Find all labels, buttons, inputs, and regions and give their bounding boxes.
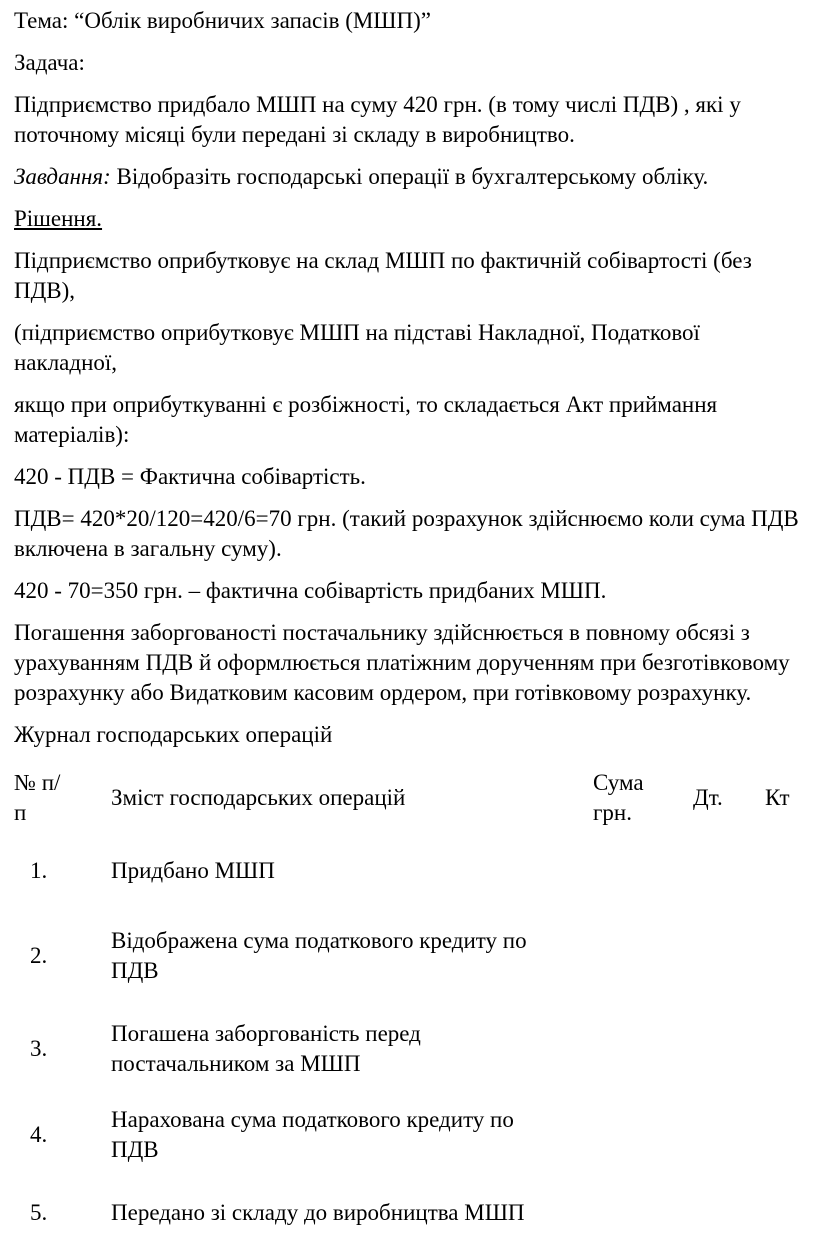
assignment-text: Відобразіть господарські операції в бухгалтерському обліку. xyxy=(110,164,709,189)
row-content: Нарахована сума податкового кредиту по ПДВ xyxy=(111,1107,514,1162)
document-body xyxy=(14,6,804,762)
assignment-paragraph xyxy=(14,162,804,192)
table-row xyxy=(14,1092,814,1178)
row-dt xyxy=(693,906,765,1006)
table-row xyxy=(14,1006,814,1092)
row-kt xyxy=(765,1178,814,1248)
task-label: Задача: xyxy=(14,50,85,75)
assignment-label: Завдання: xyxy=(14,164,111,189)
header-dt: Дт. xyxy=(693,785,723,810)
row-dt xyxy=(693,1092,765,1178)
debt-repayment-paragraph: Погашення заборгованості постачальнику здійснюється в повному обсязі з урахуванням ПДВ й оформлюється платіжним дорученням при безготівковому розрахунку або Видатковим касовим ордером, при готівковому розрахунку. xyxy=(14,620,790,705)
row-sum xyxy=(593,906,693,1006)
row-content: Відображена сума податкового кредиту по ПДВ xyxy=(111,928,527,983)
solution-label: Рішення. xyxy=(14,206,103,231)
solution-paragraph-2: (підприємство оприбутковує МШП на підставі Накладної, Податкової накладної, xyxy=(14,320,700,375)
row-content: Погашена заборгованість перед постачальником за МШП xyxy=(111,1021,421,1076)
problem-text: Підприємство придбало МШП на суму 420 грн. (в тому числі ПДВ) , які у поточному місяці були передані зі складу в виробництво. xyxy=(14,92,741,147)
header-sum: Сума грн. xyxy=(593,770,644,825)
header-content: Зміст господарських операцій xyxy=(111,785,406,810)
row-sum xyxy=(593,1092,693,1178)
row-dt xyxy=(693,836,765,906)
row-dt xyxy=(693,1178,765,1248)
row-kt xyxy=(765,1006,814,1092)
row-kt xyxy=(765,906,814,1006)
vat-calculation-paragraph: ПДВ= 420*20/120=420/6=70 грн. (такий розрахунок здійснюємо коли сума ПДВ включена в загальну суму). xyxy=(14,506,799,561)
row-num: 4. xyxy=(30,1122,48,1147)
row-num: 5. xyxy=(30,1200,48,1225)
topic-heading: Тема: “Облік виробничих запасів (МШП)” xyxy=(14,8,431,33)
operations-journal-table xyxy=(14,760,814,1248)
header-num: № п/п xyxy=(14,770,61,825)
journal-title: Журнал господарських операцій xyxy=(14,722,333,747)
table-header-row xyxy=(14,760,814,836)
row-sum xyxy=(593,1178,693,1248)
solution-paragraph-1: Підприємство оприбутковує на склад МШП по фактичній собівартості (без ПДВ), xyxy=(14,248,752,303)
row-kt xyxy=(765,1092,814,1178)
table-row xyxy=(14,906,814,1006)
solution-paragraph-3: якщо при оприбуткуванні є розбіжності, то складається Акт приймання матеріалів): xyxy=(14,392,718,447)
row-content: Придбано МШП xyxy=(111,858,275,883)
formula-paragraph: 420 - ПДВ = Фактична собівартість. xyxy=(14,464,366,489)
row-dt xyxy=(693,1006,765,1092)
table-row xyxy=(14,1178,814,1248)
cost-result-paragraph: 420 - 70=350 грн. – фактична собівартість придбаних МШП. xyxy=(14,578,607,603)
row-num: 1. xyxy=(30,858,48,883)
row-content: Передано зі складу до виробництва МШП xyxy=(111,1200,525,1225)
row-sum xyxy=(593,836,693,906)
row-num: 2. xyxy=(30,943,48,968)
table-row xyxy=(14,836,814,906)
row-kt xyxy=(765,836,814,906)
header-kt: Кт xyxy=(765,785,790,810)
row-sum xyxy=(593,1006,693,1092)
row-num: 3. xyxy=(30,1036,48,1061)
solution-label-paragraph xyxy=(14,204,804,234)
